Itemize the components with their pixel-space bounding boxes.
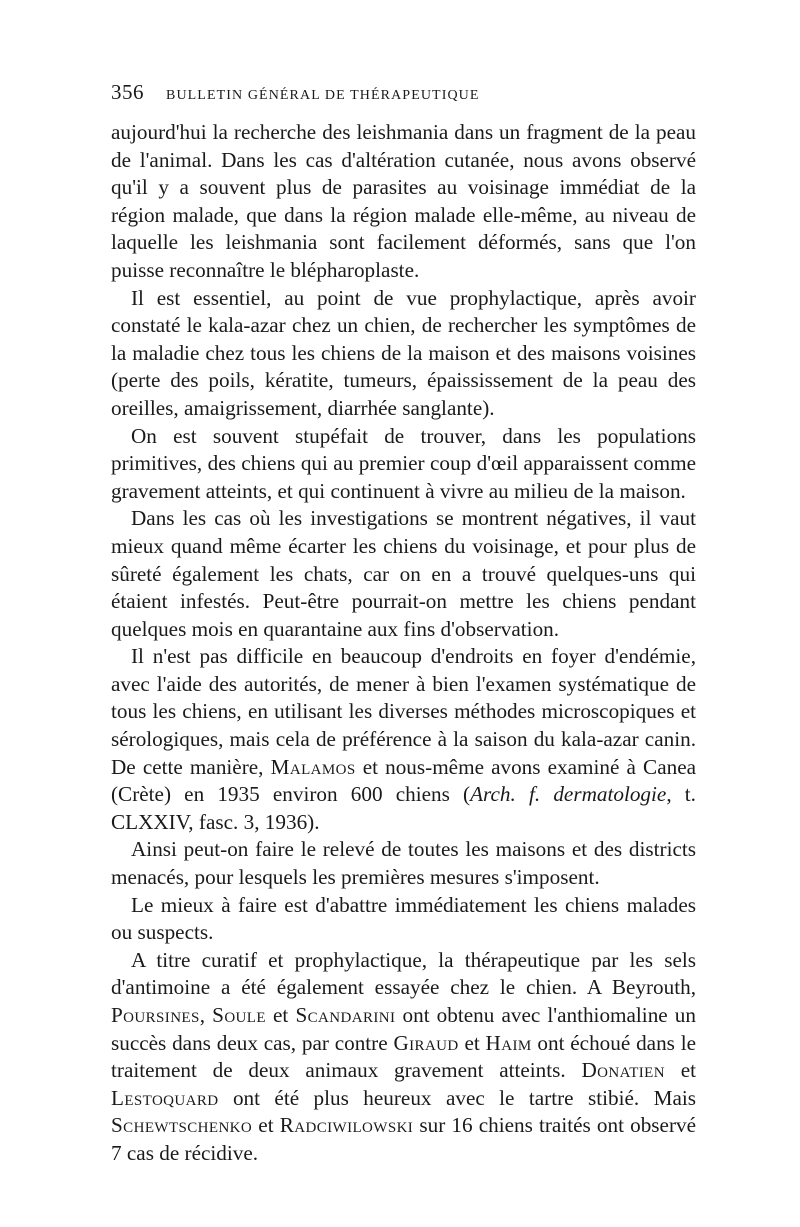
paragraph-3: On est souvent stupéfait de trouver, dans les populations primitives, des chiens qui au premier coup d'œil apparaissent comme gravement atteints, et qui continuent à vivre au milieu de la maison. [111, 423, 696, 503]
paragraph-8-text-f: ont échoué dans le traitement de deux animaux gravement atteints. [111, 1030, 696, 1083]
paragraph-5 [111, 643, 696, 836]
paragraph-8 [111, 947, 696, 1168]
page-header [111, 80, 691, 110]
paragraph-1: aujourd'hui la recherche des leishmania dans un fragment de la peau de l'animal. Dans les cas d'altération cutanée, nous avons observé qu'il y a souvent plus de parasites au voisinage immédiat de la région malade, que dans la région malade elle-même, au niveau de laquelle les leishmania sont facilement déformés, sans que l'on puisse reconnaître le blépharoplaste. [111, 120, 696, 282]
journal-title: Arch. f. dermatologie [470, 782, 667, 807]
paragraph-8-text-h: ont été plus heureux avec le tartre stibié. Mais [232, 1085, 696, 1110]
paragraph-8-text-b: , [199, 1003, 206, 1027]
author-name: Poursines [111, 1003, 200, 1027]
paragraph-5-text-c: , t. CLXXIV, fasc. 3, 1936). [111, 782, 696, 834]
paragraph-7: Le mieux à faire est d'abattre immédiatement les chiens malades ou suspects. [111, 892, 696, 945]
body-text [111, 119, 696, 1168]
author-name: Radciwilowski [279, 1113, 414, 1138]
paragraph-8-text-c: et [273, 1003, 289, 1027]
paragraph-8-text-j: sur 16 chiens traités ont observé 7 cas de récidive. [111, 1113, 696, 1165]
author-name: Giraud [393, 1030, 459, 1055]
author-name: Lestoquard [111, 1085, 219, 1110]
paragraph-8-text-e: et [464, 1030, 480, 1055]
paragraph-8-text-g: et [680, 1058, 697, 1083]
paragraph-5-text-b: et nous-même avons examiné à Canea (Crète) en 1935 environ 600 chiens ( [111, 754, 696, 807]
running-title: BULLETIN GÉNÉRAL DE THÉRAPEUTIQUE [166, 88, 480, 103]
author-name: Donatien [581, 1058, 665, 1083]
paragraph-4: Dans les cas où les investigations se montrent négatives, il vaut mieux quand même écarter les chiens du voisinage, et pour plus de sûreté également les chats, car on en a trouvé quelques-uns qui étaient infestés. Peut-être pourrait-on mettre les chiens pendant quelques mois en quarantaine aux fins d'observation. [111, 506, 696, 641]
paragraph-8-text-a: A titre curatif et prophylactique, la thérapeutique par les sels d'antimoine a été également essayée chez le chien. A Beyrouth, [111, 947, 696, 1000]
paragraph-8-text-i: et [258, 1113, 274, 1138]
author-name: Malamos [270, 754, 356, 779]
author-name: Scandarini [295, 1003, 396, 1027]
author-name: Haim [485, 1030, 532, 1055]
paragraph-5-text-a: Il n'est pas difficile en beaucoup d'endroits en foyer d'endémie, avec l'aide des autorités, de mener à bien l'examen systématique de tous les chiens, en utilisant les diverses méthodes microscopiques et sérologiques, mais cela de préférence à la saison du kala-azar canin. De cette manière, [111, 644, 696, 779]
paragraph-8-text-d: ont obtenu avec l'anthiomaline un succès dans deux cas, par contre [111, 1003, 696, 1055]
author-name: Schewtschenko [111, 1113, 253, 1138]
paragraph-6: Ainsi peut-on faire le relevé de toutes les maisons et des districts menacés, pour lesquels les premières mesures s'imposent. [111, 837, 696, 890]
author-name: Soule [212, 1003, 266, 1027]
paragraph-2: Il est essentiel, au point de vue prophylactique, après avoir constaté le kala-azar chez un chien, de rechercher les symptômes de la maladie chez tous les chiens de la maison et des maisons voisines (perte des poils, kératite, tumeurs, épaississement de la peau des oreilles, amaigrissement, diarrhée sanglante). [111, 285, 696, 420]
page-number: 356 [111, 80, 144, 104]
